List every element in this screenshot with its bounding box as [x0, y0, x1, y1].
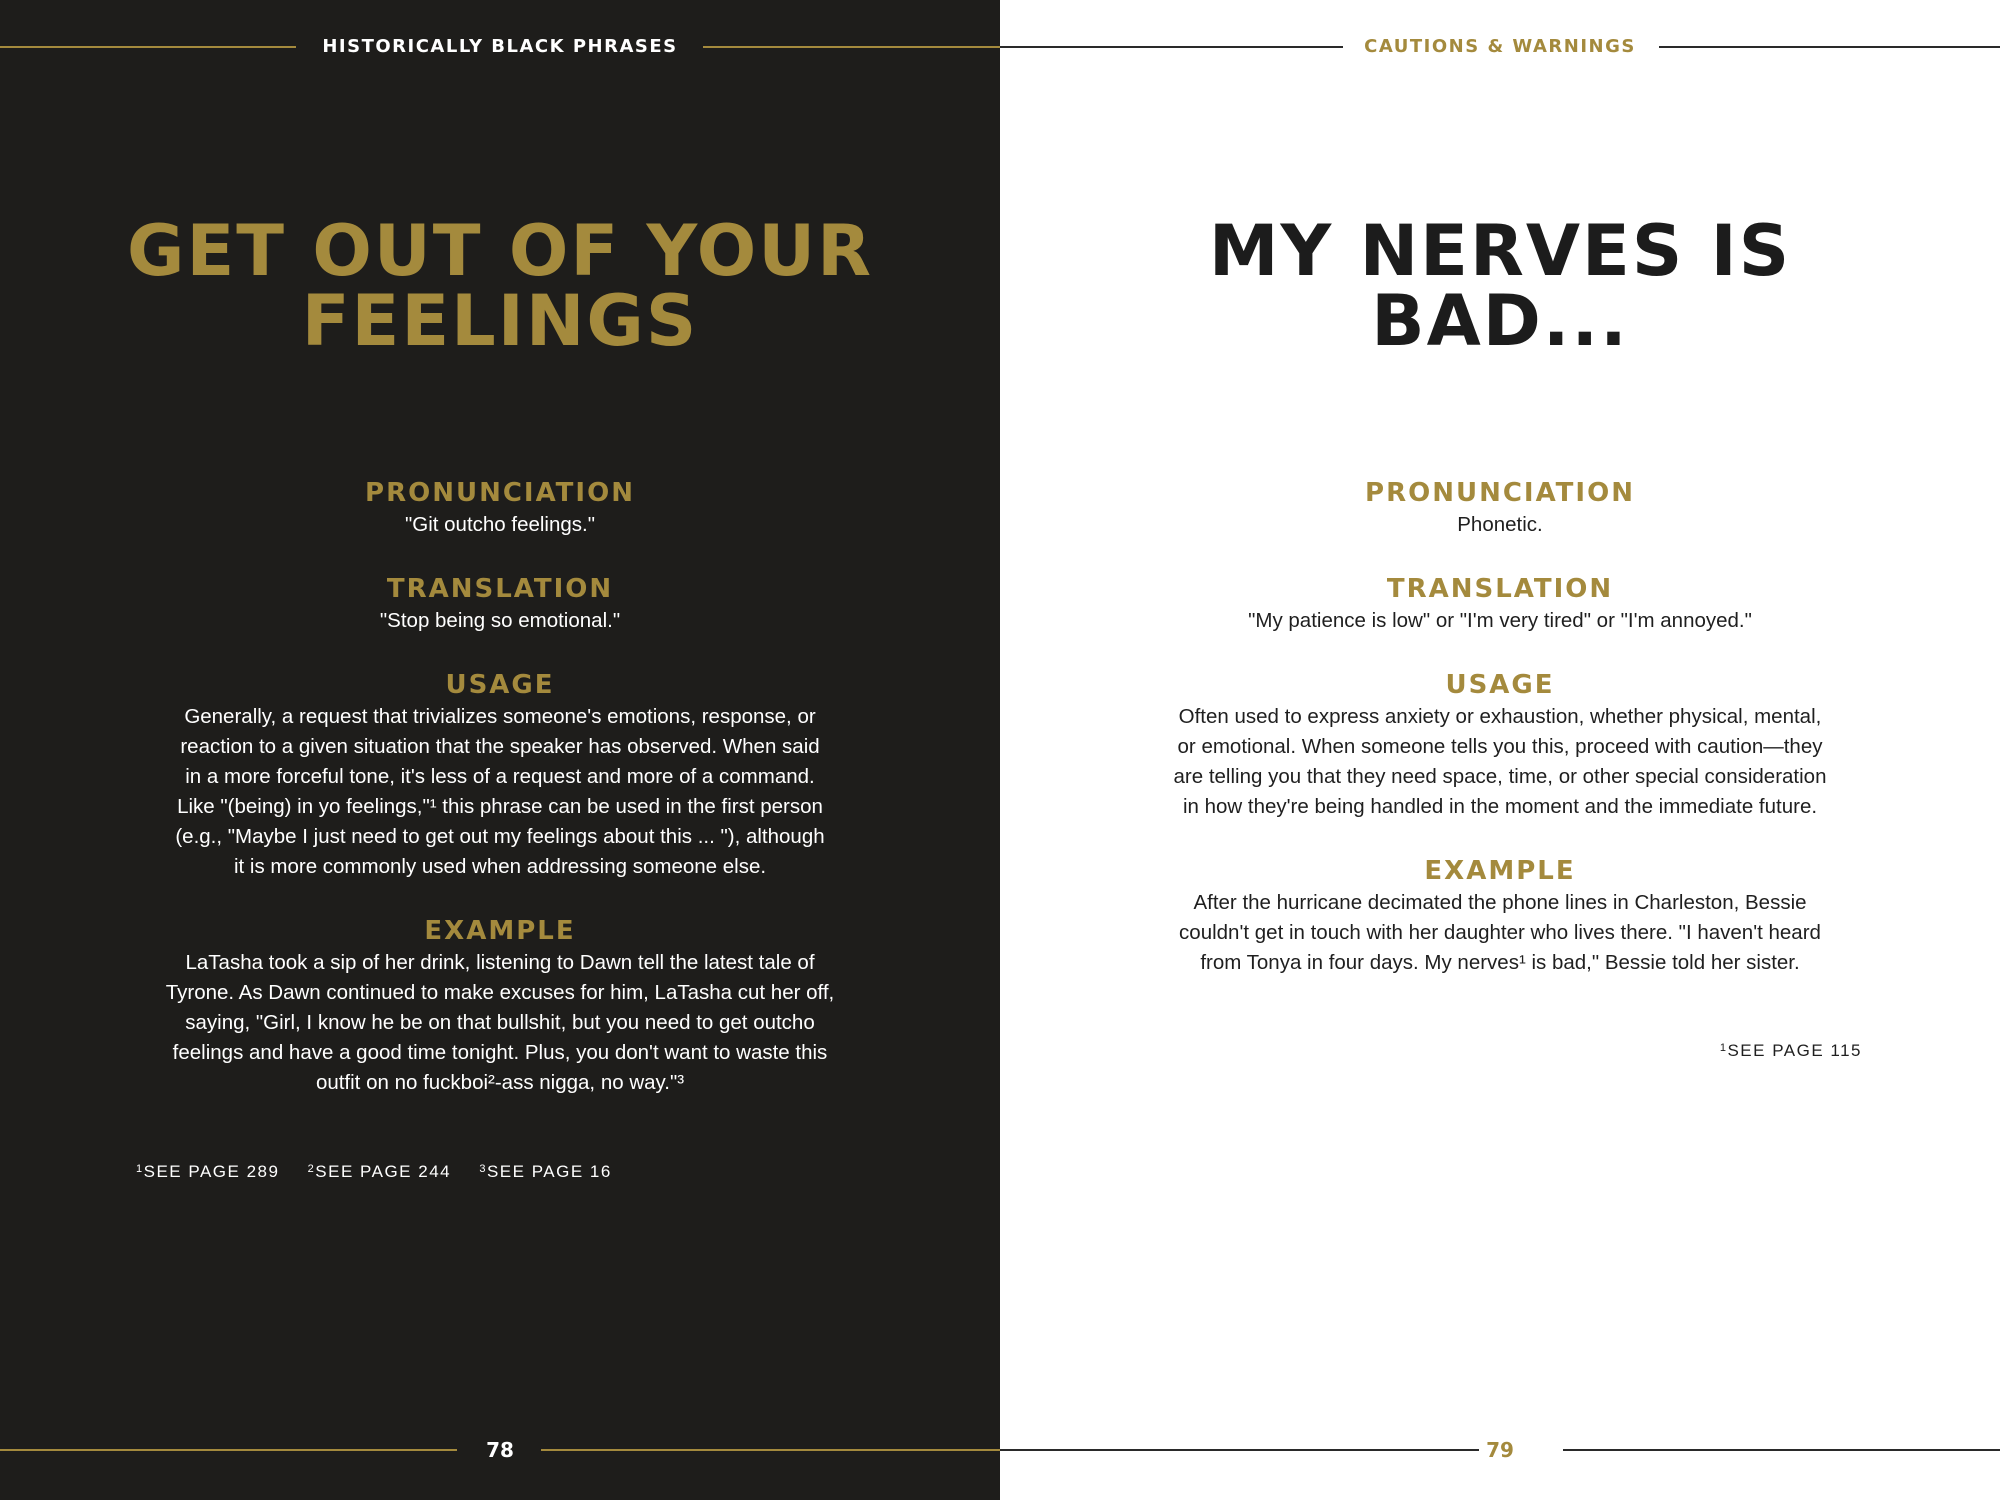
pronunciation-heading: PRONUNCIATION	[365, 478, 635, 508]
example-heading: EXAMPLE	[1424, 856, 1576, 886]
entry-body	[130, 478, 870, 1132]
title-line: FEELINGS	[301, 280, 699, 362]
usage-heading: USAGE	[1445, 670, 1555, 700]
text-line: it is more commonly used when addressing someone else.	[233, 855, 767, 878]
translation-heading: TRANSLATION	[386, 574, 614, 604]
page-number: 79	[1486, 1438, 1514, 1462]
footnote: $^2$SEE PAGE 244	[307, 1162, 452, 1181]
example-heading: EXAMPLE	[424, 916, 576, 946]
text-line: Phonetic.	[1457, 513, 1543, 536]
translation-heading: TRANSLATION	[1386, 574, 1614, 604]
right-page	[1000, 0, 2000, 1500]
title-line: BAD...	[1371, 280, 1629, 362]
example-text	[1130, 888, 1870, 978]
text-line: or emotional. When someone tells you this, proceed with caution—they	[1177, 735, 1823, 758]
footnote: $^3$SEE PAGE 16	[479, 1162, 612, 1181]
footnotes	[1720, 1037, 1862, 1062]
running-head: HISTORICALLY BLACK PHRASES	[322, 36, 678, 57]
example-text	[130, 948, 870, 1098]
text-line: LaTasha took a sip of her drink, listening to Dawn tell the latest tale of	[185, 951, 815, 974]
running-head: CAUTIONS & WARNINGS	[1364, 36, 1636, 57]
text-line: feelings and have a good time tonight. Plus, you don't want to waste this	[172, 1041, 828, 1064]
usage-heading: USAGE	[445, 670, 555, 700]
phrase-title	[1000, 210, 2000, 362]
title-line: GET OUT OF YOUR	[127, 210, 873, 292]
title-line: MY NERVES IS	[1208, 210, 1792, 292]
text-line: saying, "Girl, I know he be on that bullshit, but you need to get outcho	[185, 1011, 815, 1034]
text-line: "Stop being so emotional."	[379, 609, 621, 632]
usage-text	[130, 702, 870, 882]
text-line: Tyrone. As Dawn continued to make excuses for him, LaTasha cut her off,	[165, 981, 835, 1004]
text-line: reaction to a given situation that the speaker has observed. When said	[180, 735, 820, 758]
footnote: $^1$SEE PAGE 115	[1719, 1041, 1862, 1060]
pronunciation-heading: PRONUNCIATION	[1365, 478, 1635, 508]
translation-text	[1130, 606, 1870, 636]
text-line: Often used to express anxiety or exhaustion, whether physical, mental,	[1178, 705, 1822, 728]
text-line: from Tonya in four days. My nerves¹ is bad," Bessie told her sister.	[1200, 951, 1800, 974]
footnotes	[136, 1158, 634, 1183]
pronunciation-text	[1130, 510, 1870, 540]
text-line: "Git outcho feelings."	[404, 513, 596, 536]
text-line: are telling you that they need space, time, or other special consideration	[1173, 765, 1827, 788]
translation-text	[130, 606, 870, 636]
footnote: $^1$SEE PAGE 289	[136, 1162, 280, 1181]
pronunciation-text	[130, 510, 870, 540]
text-line: in a more forceful tone, it's less of a request and more of a command.	[185, 765, 815, 788]
text-line: outfit on no fuckboi²-ass nigga, no way."³	[315, 1071, 685, 1094]
usage-text	[1130, 702, 1870, 822]
text-line: After the hurricane decimated the phone lines in Charleston, Bessie	[1193, 891, 1807, 914]
text-line: Generally, a request that trivializes someone's emotions, response, or	[184, 705, 816, 728]
text-line: couldn't get in touch with her daughter who lives there. "I haven't heard	[1179, 921, 1821, 944]
text-line: in how they're being handled in the moment and the immediate future.	[1182, 795, 1818, 818]
phrase-title	[0, 210, 1000, 362]
text-line: (e.g., "Maybe I just need to get out my feelings about this ... "), although	[175, 825, 825, 848]
text-line: Like "(being) in yo feelings,"¹ this phrase can be used in the first person	[177, 795, 823, 818]
entry-body	[1130, 478, 1870, 1012]
page-number: 78	[486, 1438, 514, 1462]
text-line: "My patience is low" or "I'm very tired" or "I'm annoyed."	[1248, 609, 1752, 632]
